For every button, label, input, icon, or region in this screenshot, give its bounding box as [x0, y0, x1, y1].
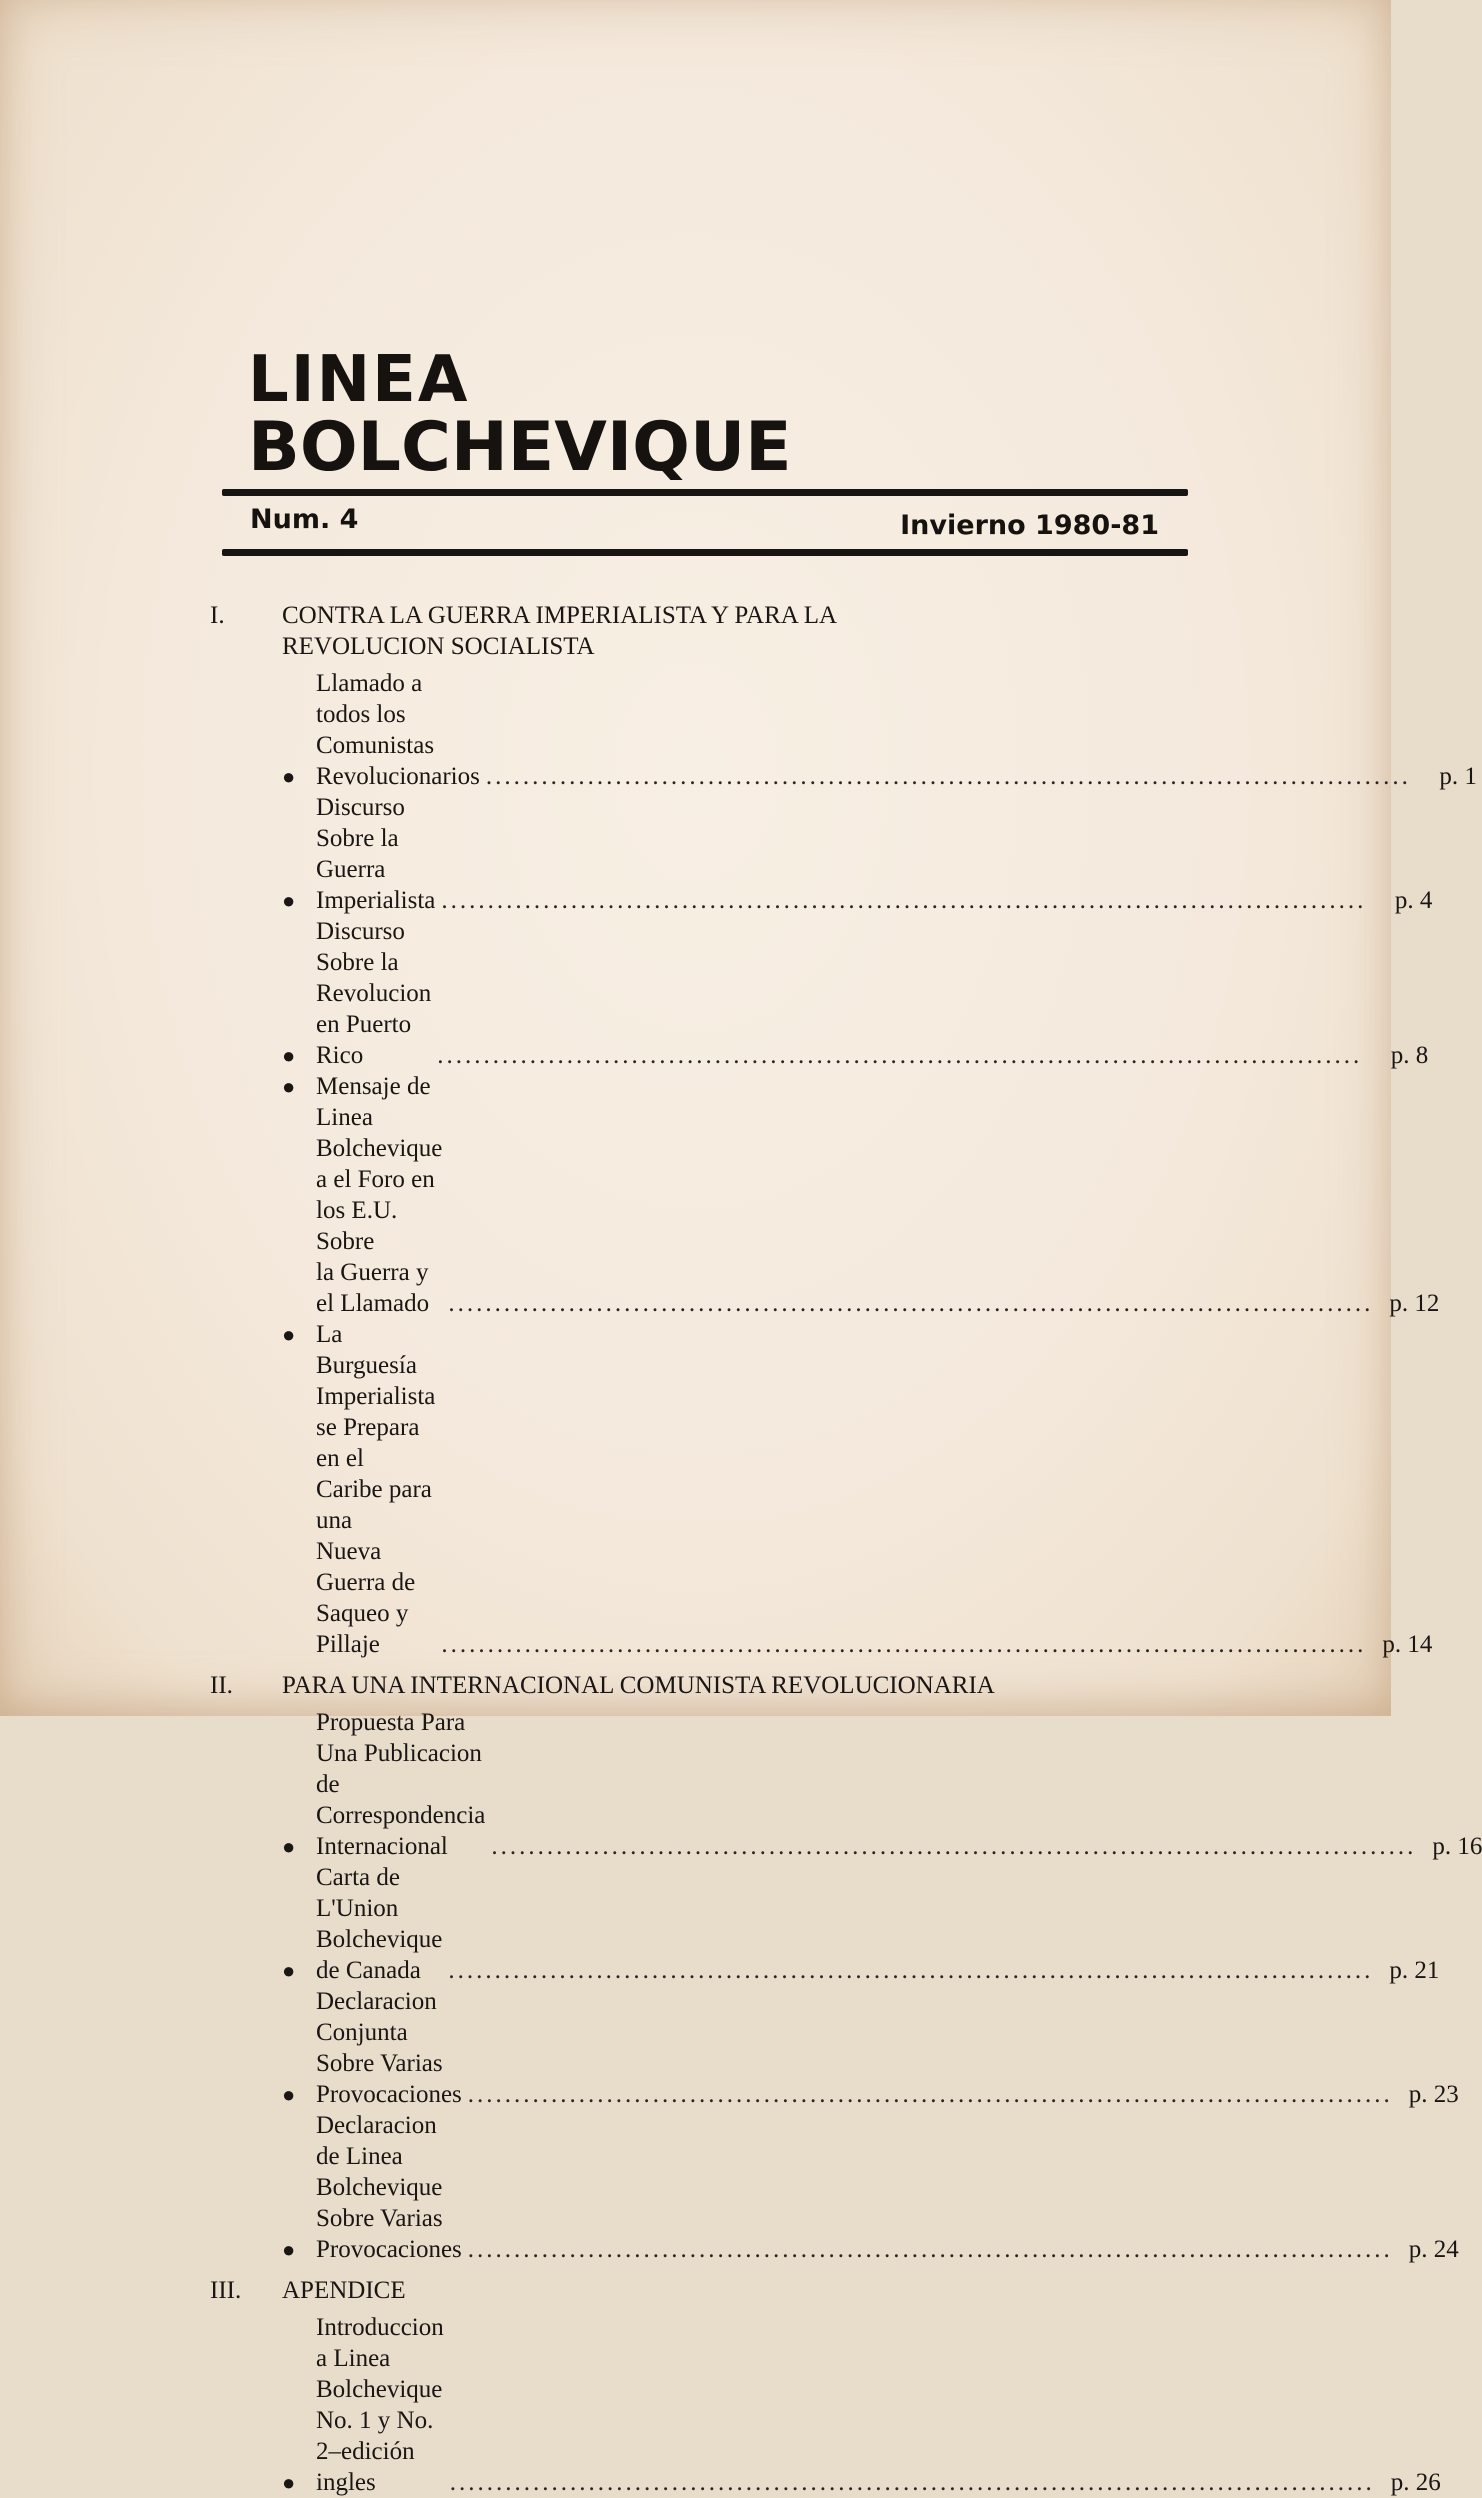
section-numeral: I. — [210, 602, 225, 629]
entry-title: Llamado a todos los Comunistas Revolucionarios — [316, 670, 480, 790]
toc-entry — [282, 916, 1429, 1071]
toc-entry — [282, 1862, 1440, 1986]
section-numeral: III. — [210, 2277, 242, 2304]
bullet-icon: ● — [282, 2082, 296, 2107]
title-line-1: LINEA — [248, 343, 470, 417]
entry-title: Discurso Sobre la Revolucion en Puerto Rico — [316, 918, 432, 1069]
dot-leader: .................................................................................................... — [448, 1290, 1374, 1317]
section-title: CONTRA LA GUERRA IMPERIALISTA Y PARA LA REVOLUCION SOCIALISTA — [282, 602, 836, 660]
bullet-icon: ● — [282, 2470, 296, 2495]
entry-page: p. 8 — [1390, 1042, 1429, 1069]
entry-page: p. 26 — [1390, 2469, 1441, 2496]
entry-title: Discurso Sobre la Guerra Imperialista — [316, 794, 436, 914]
bullet-icon: ● — [282, 1074, 296, 1099]
toc-entry — [282, 1986, 1459, 2110]
dot-leader: .................................................................................................... — [491, 1833, 1417, 1860]
entry-title: Carta de L'Union Bolchevique de Canada — [316, 1864, 443, 1984]
section-numeral: II. — [210, 1672, 233, 1699]
toc-entry — [282, 1071, 1440, 1319]
issue-number: Num. 4 — [250, 504, 359, 535]
toc-entry — [282, 1707, 1482, 1862]
dot-leader: .................................................................................................... — [437, 1042, 1363, 1069]
entry-page: p. 1 — [1439, 763, 1477, 790]
bullet-icon: ● — [282, 764, 296, 789]
toc-entry — [282, 792, 1433, 916]
toc-section-2 — [210, 1670, 1482, 2265]
section-title: PARA UNA INTERNACIONAL COMUNISTA REVOLUCIONARIA — [282, 1672, 995, 1699]
entry-title: Propuesta Para Una Publicacion de Correspondencia Internacional — [316, 1709, 486, 1860]
toc-section-3 — [210, 2275, 1441, 2498]
entry-page: p. 16 — [1432, 1833, 1482, 1860]
dot-leader: .................................................................................................... — [485, 763, 1411, 790]
entry-page: p. 23 — [1408, 2081, 1459, 2108]
bullet-icon: ● — [282, 1043, 296, 1068]
top-rule — [222, 489, 1188, 496]
dot-leader: .................................................................................................... — [448, 1957, 1374, 1984]
bottom-rule — [222, 549, 1188, 556]
issue-season: Invierno 1980-81 — [900, 510, 1159, 541]
dot-leader: .................................................................................................... — [467, 2081, 1393, 2108]
dot-leader: .................................................................................................... — [467, 2236, 1393, 2263]
masthead — [248, 343, 792, 487]
entry-page: p. 14 — [1382, 1631, 1433, 1658]
toc-section-1 — [210, 600, 1477, 1660]
toc-entry — [282, 2110, 1459, 2265]
entry-page: p. 21 — [1389, 1957, 1440, 1984]
bullet-icon: ● — [282, 1958, 296, 1983]
dot-leader: .................................................................................................... — [449, 2469, 1375, 2496]
bullet-icon: ● — [282, 1834, 296, 1859]
entry-page: p. 12 — [1389, 1290, 1440, 1317]
entry-page: p. 4 — [1394, 887, 1433, 914]
section-heading — [210, 600, 1190, 662]
entry-title: Declaracion Conjunta Sobre Varias Provocaciones — [316, 1988, 462, 2108]
section-title: APENDICE — [282, 2277, 406, 2304]
toc-entry — [282, 668, 1477, 792]
entry-page: p. 24 — [1408, 2236, 1459, 2263]
table-of-contents — [210, 600, 1482, 2498]
entry-title: Introduccion a Linea Bolchevique No. 1 y No. 2–edición ingles — [316, 2314, 444, 2496]
dot-leader: .................................................................................................... — [441, 1631, 1367, 1658]
bullet-icon: ● — [282, 1322, 296, 1347]
section-heading — [210, 1670, 1190, 1701]
bullet-icon: ● — [282, 2237, 296, 2262]
title-line-2: BOLCHEVIQUE — [248, 408, 792, 487]
dot-leader: .................................................................................................... — [441, 887, 1367, 914]
section-heading — [210, 2275, 1190, 2306]
toc-entry — [282, 2312, 1441, 2498]
entry-title: Declaracion de Linea Bolchevique Sobre Varias Provocaciones — [316, 2112, 462, 2263]
bullet-icon: ● — [282, 888, 296, 913]
entry-title: Mensaje de Linea Bolchevique a el Foro en los E.U. Sobre la Guerra y el Llamado — [316, 1073, 443, 1317]
entry-title: La Burguesía Imperialista se Prepara en el Caribe para una Nueva Guerra de Saqueo y Pillaje — [316, 1321, 436, 1658]
toc-entry — [282, 1319, 1433, 1660]
